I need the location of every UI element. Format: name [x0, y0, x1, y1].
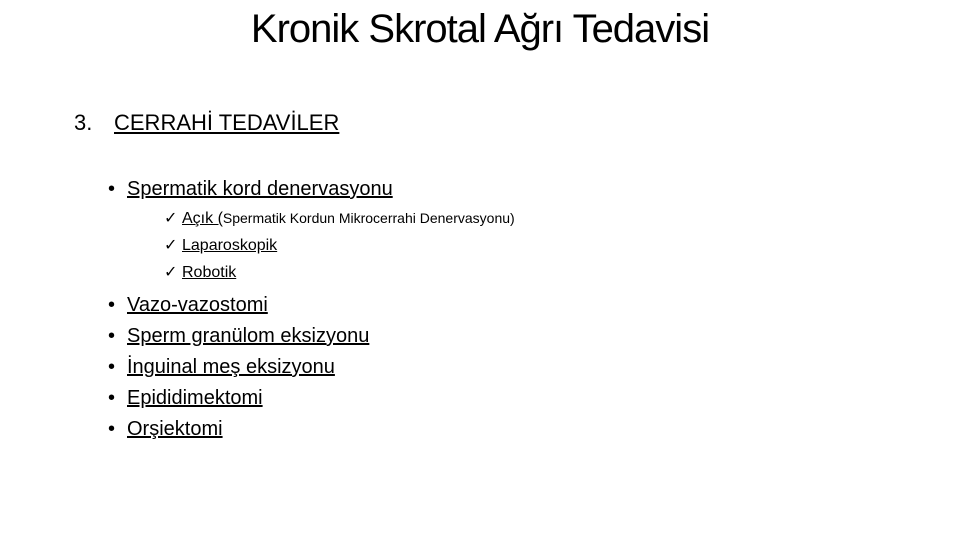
sub-item-label: Açık ( [182, 210, 223, 227]
list-item-label: Epididimektomi [127, 387, 263, 409]
bullet-icon: • [108, 356, 116, 378]
checkmark-icon: ✓ [164, 210, 178, 227]
list-item-label: Sperm granülom eksizyonu [127, 325, 370, 347]
section-heading [74, 108, 339, 138]
bullet-icon: • [108, 294, 116, 316]
list-item [108, 352, 515, 383]
list-item [108, 414, 515, 445]
bullet-icon: • [108, 325, 116, 347]
sub-list-item [164, 232, 515, 259]
checkmark-icon: ✓ [164, 264, 178, 281]
bullet-list [108, 174, 515, 445]
sub-item-label: Laparoskopik [182, 237, 278, 254]
sub-list-item [164, 259, 515, 286]
list-item-label: Orşiektomi [127, 418, 223, 440]
section-heading-text: CERRAHİ TEDAVİLER [114, 110, 340, 135]
slide-title: Kronik Skrotal Ağrı Tedavisi [250, 7, 710, 51]
bullet-icon: • [108, 387, 116, 409]
sub-item-label: Robotik [182, 264, 237, 281]
section-number: 3. [74, 110, 93, 135]
list-item-label: Vazo-vazostomi [127, 294, 268, 316]
list-item-label: Spermatik kord denervasyonu [127, 178, 393, 200]
sub-item-detail: Spermatik Kordun Mikrocerrahi Denervasyonu) [222, 210, 515, 226]
list-item [108, 321, 515, 352]
list-item-label: İnguinal meş eksizyonu [127, 356, 335, 378]
checkmark-icon: ✓ [164, 237, 178, 254]
list-item [108, 290, 515, 321]
sub-list [127, 205, 515, 290]
list-item [108, 383, 515, 414]
sub-list-item [164, 205, 515, 232]
list-item [108, 174, 515, 290]
bullet-icon: • [108, 418, 116, 440]
bullet-icon: • [108, 178, 116, 200]
